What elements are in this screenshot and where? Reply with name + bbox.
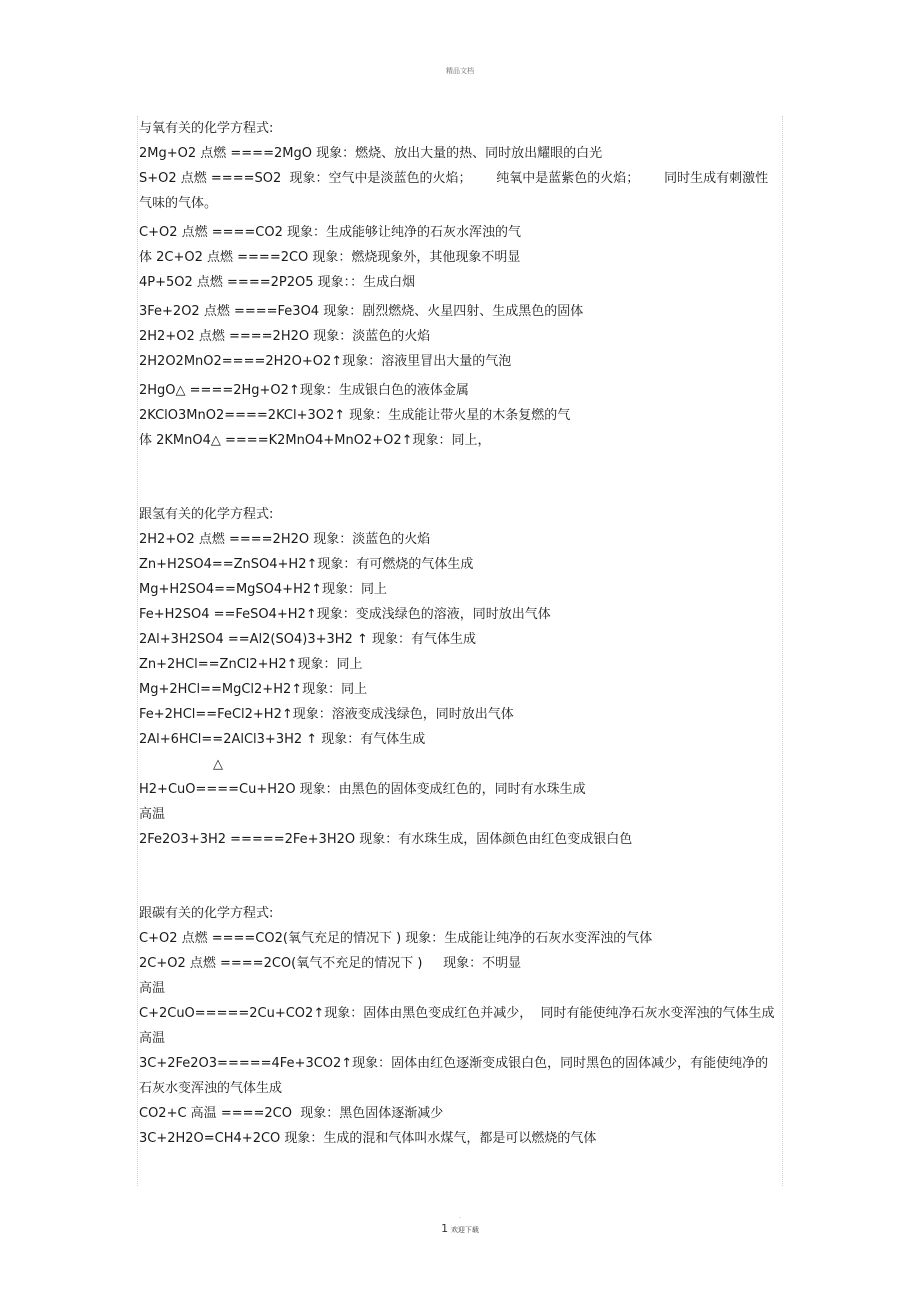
equation-line: 2KClO3MnO2====2KCl+3O2↑ 现象：生成能让带火星的木条复燃的气	[139, 408, 571, 423]
equation-line: 3C+2H2O=CH4+2CO 现象：生成的混和气体叫水煤气，都是可以燃烧的气体	[139, 1131, 597, 1146]
page-footer	[0, 1222, 920, 1235]
section-title-hydrogen: 跟氢有关的化学方程式:	[139, 507, 274, 522]
equation-line: Zn+H2SO4==ZnSO4+H2↑现象：有可燃烧的气体生成	[139, 557, 474, 572]
document-body	[139, 116, 779, 1151]
equation-line: Fe+2HCl==FeCl2+H2↑现象：溶液变成浅绿色，同时放出气体	[139, 707, 514, 722]
equation-line: 3C+2Fe2O3=====4Fe+3CO2↑现象：固体由红色逐渐变成银白色，同时黑色的固体减少，有能使纯净的石灰水变浑浊的气体生成	[139, 1056, 769, 1096]
equation-line: C+2CuO=====2Cu+CO2↑现象：固体由黑色变成红色并减少， 同时有能使纯净石灰水变浑浊的气体生成	[139, 1006, 775, 1021]
page-number: 1	[441, 1222, 449, 1235]
equation-line: Mg+H2SO4==MgSO4+H2↑现象：同上	[139, 582, 388, 597]
equation-line: H2+CuO====Cu+H2O 现象：由黑色的固体变成红色的，同时有水珠生成	[139, 782, 586, 797]
equation-line: 2HgO△ ====2Hg+O2↑现象：生成银白色的液体金属	[139, 383, 469, 398]
equation-line: 2H2+O2 点燃 ====2H2O 现象：淡蓝色的火焰	[139, 329, 431, 344]
equation-line: 2Al+6HCl==2AlCl3+3H2 ↑ 现象：有气体生成	[139, 732, 426, 747]
margin-line-right	[782, 116, 783, 1186]
section-title-carbon: 跟碳有关的化学方程式:	[139, 906, 274, 921]
equation-line: Zn+2HCl==ZnCl2+H2↑现象：同上	[139, 657, 363, 672]
condition-symbol: △	[213, 757, 223, 772]
equation-line: 2Mg+O2 点燃 ====2MgO 现象：燃烧、放出大量的热、同时放出耀眼的白光	[139, 146, 603, 161]
equation-line: 2H2+O2 点燃 ====2H2O 现象：淡蓝色的火焰	[139, 532, 431, 547]
equation-line: 2Fe2O3+3H2 =====2Fe+3H2O 现象：有水珠生成，固体颜色由红色变成银白色	[139, 832, 633, 847]
page-header: 精品文档	[446, 67, 474, 75]
footer-dot: .	[459, 1213, 461, 1220]
equation-line: S+O2 点燃 ====SO2 现象：空气中是淡蓝色的火焰； 纯氧中是蓝紫色的火焰； 同时生成有刺激性气味的气体。	[139, 171, 769, 211]
margin-line-left	[137, 116, 138, 1186]
equation-line: 3Fe+2O2 点燃 ====Fe3O4 现象：剧烈燃烧、火星四射、生成黑色的固体	[139, 304, 584, 319]
condition-label: 高温	[139, 807, 166, 822]
equation-line: 4P+5O2 点燃 ====2P2O5 现象：：生成白烟	[139, 275, 416, 290]
equation-line: Fe+H2SO4 ==FeSO4+H2↑现象：变成浅绿色的溶液，同时放出气体	[139, 607, 551, 622]
equation-line: 体 2C+O2 点燃 ====2CO 现象：燃烧现象外，其他现象不明显	[139, 250, 521, 265]
equation-line: Mg+2HCl==MgCl2+H2↑现象：同上	[139, 682, 368, 697]
equation-line: C+O2 点燃 ====CO2 现象：生成能够让纯净的石灰水浑浊的气	[139, 225, 522, 240]
equation-line: CO2+C 高温 ====2CO 现象：黑色固体逐渐减少	[139, 1106, 444, 1121]
equation-line: 2H2O2MnO2====2H2O+O2↑现象：溶液里冒出大量的气泡	[139, 354, 512, 369]
equation-line: 2C+O2 点燃 ====2CO(氧气不充足的情况下 ) 现象：不明显	[139, 956, 522, 971]
footer-text: 欢迎下载	[450, 1226, 479, 1234]
condition-label: 高温	[139, 981, 166, 996]
equation-line: C+O2 点燃 ====CO2(氧气充足的情况下 ) 现象：生成能让纯净的石灰水变浑浊的气体	[139, 931, 653, 946]
section-title-oxygen: 与氧有关的化学方程式:	[139, 121, 274, 136]
equation-line: 2Al+3H2SO4 ==Al2(SO4)3+3H2 ↑ 现象：有气体生成	[139, 632, 476, 647]
condition-label: 高温	[139, 1031, 166, 1046]
equation-line: 体 2KMnO4△ ====K2MnO4+MnO2+O2↑现象：同上，	[139, 433, 491, 448]
